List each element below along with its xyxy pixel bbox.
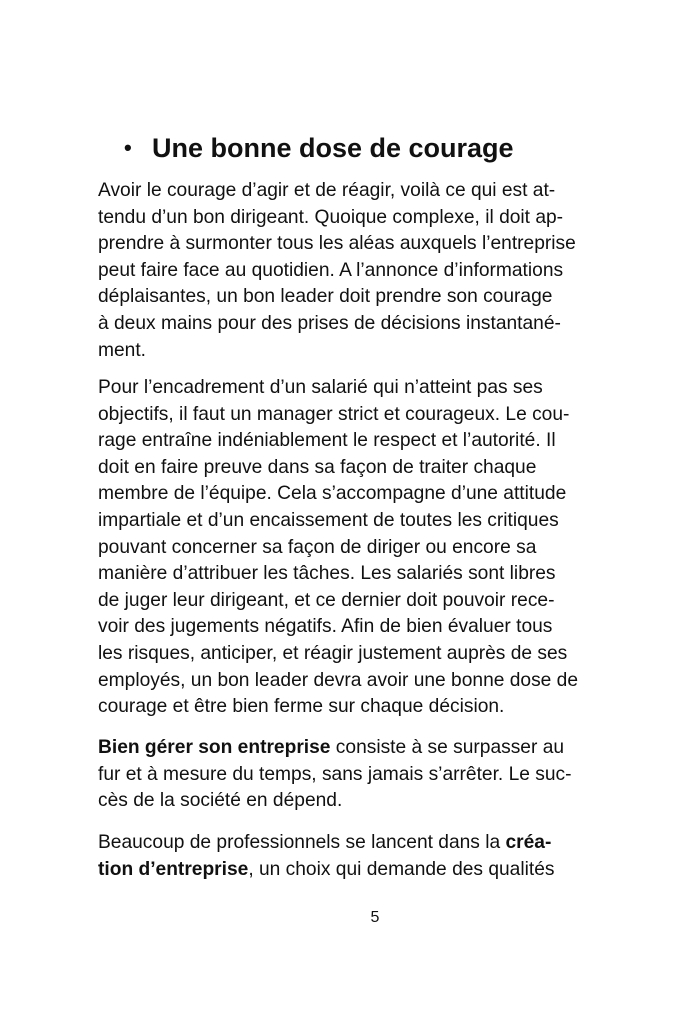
text-line: [98, 830, 658, 857]
text-line: à deux mains pour des prises de décisions instantané-: [98, 312, 561, 334]
text-line: prendre à surmonter tous les aléas auxquels l’entreprise: [98, 233, 576, 255]
text-line: courage et être bien ferme sur chaque décision.: [98, 696, 505, 718]
text-run: consiste à se surpasser au: [330, 737, 565, 758]
text-line: membre de l’équipe. Cela s’accompagne d’une attitude: [98, 483, 567, 505]
text-line: objectifs, il faut un manager strict et courageux. Le cou-: [98, 403, 570, 425]
text-line: fur et à mesure du temps, sans jamais s’arrêter. Le suc-: [98, 763, 572, 785]
text-run: , un choix qui demande des qualités: [248, 858, 555, 880]
text-line: les risques, anticiper, et réagir justement auprès de ses: [98, 642, 568, 664]
paragraph-management: [98, 375, 658, 721]
text-line: peut faire face au quotidien. A l’annonce d’informations: [98, 259, 564, 281]
text-line: [98, 735, 658, 762]
paragraph-creation: [98, 830, 658, 883]
text-line: [98, 857, 658, 884]
text-line: Avoir le courage d’agir et de réagir, voilà ce qui est at-: [98, 180, 556, 201]
text-line: impartiale et d’un encaissement de toutes les critiques: [98, 509, 559, 531]
page-number: 5: [370, 909, 380, 926]
text-line: rage entraîne indéniablement le respect et l’autorité. Il: [98, 430, 556, 452]
section-heading: [124, 126, 514, 170]
text-line: doit en faire preuve dans sa façon de traiter chaque: [98, 456, 537, 478]
text-line: tendu d’un bon dirigeant. Quoique complexe, il doit ap-: [98, 206, 564, 228]
text-line: cès de la société en dépend.: [98, 790, 343, 812]
paragraph-courage-intro: [98, 178, 658, 364]
bullet-icon: •: [124, 135, 132, 160]
text-line: déplaisantes, un bon leader doit prendre son courage: [98, 286, 553, 308]
bold-term: Bien gérer son entreprise: [98, 737, 331, 758]
text-line: manière d’attribuer les tâches. Les salariés sont libres: [98, 563, 556, 585]
heading-text: Une bonne dose de courage: [152, 133, 514, 163]
text-line: voir des jugements négatifs. Afin de bien évaluer tous: [98, 616, 553, 638]
text-line: employés, un bon leader devra avoir une bonne dose de: [98, 669, 579, 691]
bold-term: créa-: [505, 832, 552, 853]
text-line: de juger leur dirigeant, et ce dernier doit pouvoir rece-: [98, 589, 555, 611]
text-line: ment.: [98, 339, 146, 361]
text-line: Pour l’encadrement d’un salarié qui n’atteint pas ses: [98, 377, 543, 398]
text-run: Beaucoup de professionnels se lancent dans la: [98, 832, 506, 853]
text-line: pouvant concerner sa façon de diriger ou encore sa: [98, 536, 537, 558]
bold-term: tion d’entreprise: [98, 858, 249, 880]
paragraph-bien-gerer: [98, 735, 658, 815]
